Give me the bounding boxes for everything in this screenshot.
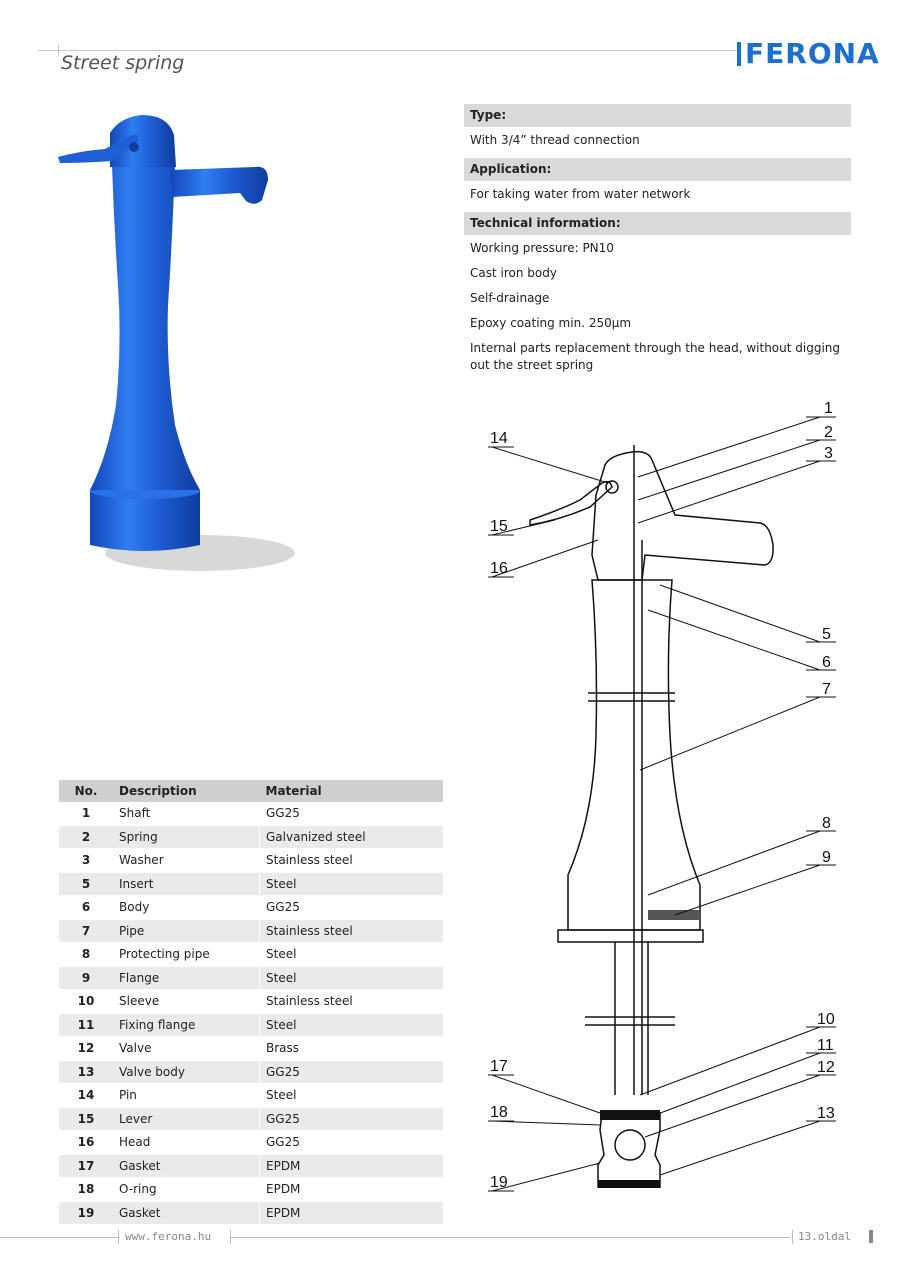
footer-mark bbox=[869, 1230, 873, 1243]
cell-material: EPDM bbox=[260, 1178, 444, 1202]
table-row bbox=[59, 1178, 443, 1202]
cell-description: Shaft bbox=[113, 802, 260, 825]
type-heading: Type: bbox=[464, 104, 851, 127]
table-row bbox=[59, 1060, 443, 1084]
header-rule bbox=[38, 50, 738, 51]
drawing-lever bbox=[530, 482, 612, 525]
photo-spout bbox=[170, 167, 268, 204]
table-row bbox=[59, 1131, 443, 1155]
cell-material: Stainless steel bbox=[260, 990, 444, 1014]
cell-no: 19 bbox=[59, 1201, 113, 1225]
footer-separator bbox=[792, 1230, 793, 1244]
cell-no: 10 bbox=[59, 990, 113, 1014]
callout-6: 6 bbox=[822, 654, 831, 671]
footer-rule-left bbox=[0, 1237, 118, 1238]
table-row bbox=[59, 872, 443, 896]
cell-material: GG25 bbox=[260, 1107, 444, 1131]
table-row bbox=[59, 1107, 443, 1131]
cell-description: Valve body bbox=[113, 1060, 260, 1084]
callout-1: 1 bbox=[824, 400, 833, 417]
cell-no: 18 bbox=[59, 1178, 113, 1202]
cell-no: 6 bbox=[59, 896, 113, 920]
cell-material: Steel bbox=[260, 872, 444, 896]
photo-base bbox=[90, 490, 200, 551]
cell-no: 14 bbox=[59, 1084, 113, 1108]
cell-material: Galvanized steel bbox=[260, 825, 444, 849]
tech-item: Internal parts replacement through the head, without digging out the street spring bbox=[470, 341, 841, 372]
col-header-description: Description bbox=[113, 780, 260, 802]
table-row bbox=[59, 802, 443, 825]
table-row bbox=[59, 825, 443, 849]
table-row bbox=[59, 1037, 443, 1061]
cell-description: Sleeve bbox=[113, 990, 260, 1014]
callout-11: 11 bbox=[817, 1037, 834, 1054]
cell-description: Spring bbox=[113, 825, 260, 849]
callout-13: 13 bbox=[817, 1105, 835, 1122]
product-photo bbox=[50, 105, 310, 585]
cell-material: EPDM bbox=[260, 1201, 444, 1225]
cell-material: EPDM bbox=[260, 1154, 444, 1178]
table-row bbox=[59, 1201, 443, 1225]
cell-description: Gasket bbox=[113, 1154, 260, 1178]
cell-no: 9 bbox=[59, 966, 113, 990]
page-title: Street spring bbox=[61, 52, 185, 74]
callout-8: 8 bbox=[822, 815, 831, 832]
cell-no: 17 bbox=[59, 1154, 113, 1178]
cell-material: Steel bbox=[260, 1084, 444, 1108]
tech-item: Working pressure: PN10 bbox=[470, 241, 614, 255]
cell-no: 16 bbox=[59, 1131, 113, 1155]
callout-17: 17 bbox=[490, 1058, 508, 1075]
cell-description: O-ring bbox=[113, 1178, 260, 1202]
cell-description: Lever bbox=[113, 1107, 260, 1131]
tech-item: Epoxy coating min. 250µm bbox=[470, 316, 632, 330]
cell-material: Steel bbox=[260, 966, 444, 990]
table-row bbox=[59, 990, 443, 1014]
callout-10: 10 bbox=[817, 1011, 835, 1028]
callout-3: 3 bbox=[824, 445, 833, 462]
logo-text: FERONA bbox=[745, 37, 880, 70]
cell-description: Protecting pipe bbox=[113, 943, 260, 967]
photo-head bbox=[110, 115, 176, 167]
col-header-material: Material bbox=[260, 780, 444, 802]
type-text: With 3/4” thread connection bbox=[470, 133, 640, 147]
drawing-head bbox=[592, 452, 773, 580]
cell-description: Fixing flange bbox=[113, 1013, 260, 1037]
table-row bbox=[59, 1013, 443, 1037]
parts-table bbox=[59, 780, 443, 1225]
callout-19: 19 bbox=[490, 1174, 508, 1191]
photo-column bbox=[90, 165, 200, 490]
cell-material: Stainless steel bbox=[260, 849, 444, 873]
cell-no: 5 bbox=[59, 872, 113, 896]
callout-5: 5 bbox=[822, 626, 831, 643]
callout-18: 18 bbox=[490, 1104, 508, 1121]
cell-material: GG25 bbox=[260, 802, 444, 825]
cell-description: Insert bbox=[113, 872, 260, 896]
footer-url[interactable]: www.ferona.hu bbox=[125, 1230, 212, 1243]
cell-no: 15 bbox=[59, 1107, 113, 1131]
cell-no: 8 bbox=[59, 943, 113, 967]
table-row bbox=[59, 896, 443, 920]
footer-page-number: 13.oldal bbox=[798, 1230, 851, 1243]
footer-separator bbox=[118, 1230, 119, 1244]
callout-15: 15 bbox=[490, 518, 508, 535]
parts-table-header bbox=[59, 780, 443, 802]
cell-no: 3 bbox=[59, 849, 113, 873]
table-row bbox=[59, 849, 443, 873]
cell-description: Flange bbox=[113, 966, 260, 990]
cell-description: Pipe bbox=[113, 919, 260, 943]
cell-no: 12 bbox=[59, 1037, 113, 1061]
cell-description: Washer bbox=[113, 849, 260, 873]
table-row bbox=[59, 966, 443, 990]
drawing-valve-body bbox=[598, 1113, 660, 1187]
cell-material: Stainless steel bbox=[260, 919, 444, 943]
cell-description: Head bbox=[113, 1131, 260, 1155]
drawing-flange bbox=[558, 930, 703, 942]
callout-16: 16 bbox=[490, 560, 508, 577]
drawing-valve bbox=[615, 1130, 645, 1160]
cell-description: Valve bbox=[113, 1037, 260, 1061]
cell-material: GG25 bbox=[260, 1060, 444, 1084]
cell-no: 2 bbox=[59, 825, 113, 849]
tech-item: Cast iron body bbox=[470, 266, 557, 280]
cell-no: 1 bbox=[59, 802, 113, 825]
cell-material: GG25 bbox=[260, 896, 444, 920]
cell-material: GG25 bbox=[260, 1131, 444, 1155]
cell-description: Body bbox=[113, 896, 260, 920]
cell-description: Pin bbox=[113, 1084, 260, 1108]
table-row bbox=[59, 943, 443, 967]
cell-no: 11 bbox=[59, 1013, 113, 1037]
col-header-no: No. bbox=[59, 780, 113, 802]
info-block bbox=[464, 104, 851, 377]
table-row bbox=[59, 1084, 443, 1108]
table-row bbox=[59, 1154, 443, 1178]
cell-no: 13 bbox=[59, 1060, 113, 1084]
callout-12: 12 bbox=[817, 1059, 835, 1076]
table-row bbox=[59, 919, 443, 943]
header-tick bbox=[58, 44, 59, 56]
callout-2: 2 bbox=[824, 424, 833, 441]
callout-9: 9 bbox=[822, 849, 831, 866]
footer-rule-right bbox=[230, 1237, 790, 1238]
application-text: For taking water from water network bbox=[470, 187, 691, 201]
tech-heading: Technical information: bbox=[464, 212, 851, 235]
callout-14: 14 bbox=[490, 430, 508, 447]
drawing-gasket bbox=[600, 1110, 660, 1120]
cell-material: Steel bbox=[260, 1013, 444, 1037]
technical-drawing bbox=[470, 395, 870, 1195]
cell-description: Gasket bbox=[113, 1201, 260, 1225]
logo-bar bbox=[737, 42, 741, 66]
cell-material: Brass bbox=[260, 1037, 444, 1061]
cell-no: 7 bbox=[59, 919, 113, 943]
cell-material: Steel bbox=[260, 943, 444, 967]
tech-item: Self-drainage bbox=[470, 291, 550, 305]
ferona-logo bbox=[737, 36, 880, 72]
callout-7: 7 bbox=[822, 681, 831, 698]
application-heading: Application: bbox=[464, 158, 851, 181]
